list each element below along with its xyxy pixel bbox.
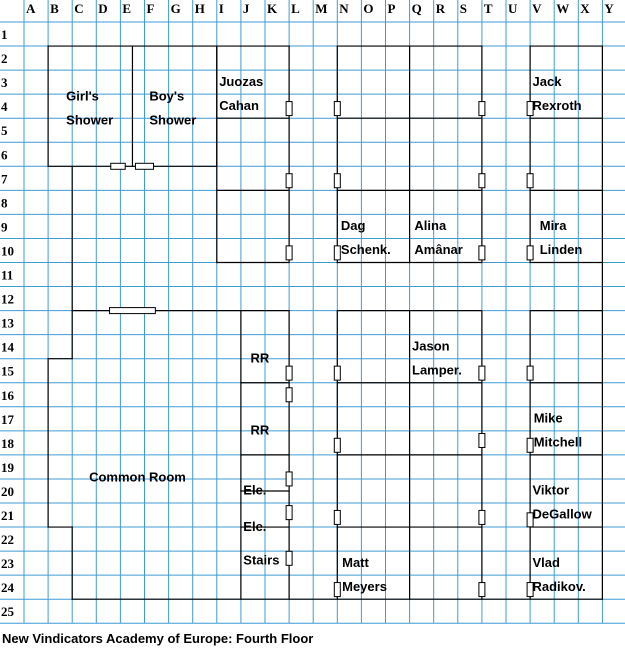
column-label: H bbox=[194, 1, 205, 16]
column-label: K bbox=[267, 1, 278, 16]
door bbox=[286, 388, 292, 402]
row-label: 18 bbox=[1, 435, 14, 451]
column-label: A bbox=[26, 1, 36, 16]
mira-linden-label: Linden bbox=[539, 242, 583, 258]
row-label: 5 bbox=[1, 123, 8, 139]
jack-rexroth-label: Jack bbox=[532, 73, 562, 89]
elevator-label: Ele. bbox=[243, 482, 267, 498]
column-label: X bbox=[580, 1, 590, 16]
door bbox=[527, 246, 533, 260]
row-label: 9 bbox=[1, 219, 8, 235]
door bbox=[286, 102, 292, 116]
common-room-label: Common Room bbox=[89, 469, 186, 485]
girls-shower-label: Shower bbox=[66, 112, 114, 128]
column-label: L bbox=[291, 1, 300, 16]
door bbox=[527, 174, 533, 188]
row-label: 23 bbox=[1, 556, 14, 572]
column-label: G bbox=[170, 1, 181, 16]
room-labels bbox=[66, 74, 592, 594]
column-label: O bbox=[363, 1, 374, 16]
row-label: 13 bbox=[1, 315, 14, 331]
column-label: C bbox=[74, 1, 84, 16]
matt-meyers-label: Meyers bbox=[342, 578, 387, 594]
mike-mitchell-label: Mike bbox=[533, 410, 563, 426]
door bbox=[286, 366, 292, 380]
row-label: 24 bbox=[1, 580, 14, 596]
row-label: 4 bbox=[1, 99, 8, 115]
column-label: N bbox=[339, 1, 349, 16]
jason-lamper-label: Jason bbox=[412, 338, 450, 354]
column-label: E bbox=[122, 1, 132, 16]
door bbox=[479, 583, 485, 597]
door bbox=[479, 174, 485, 188]
door bbox=[334, 174, 340, 188]
floor-plan-title: New Vindicators Academy of Europe: Fourth Floor bbox=[2, 631, 314, 646]
door bbox=[286, 174, 292, 188]
juozas-cahan-label: Cahan bbox=[219, 97, 259, 113]
alina-amanar-label: Amânar bbox=[414, 242, 463, 258]
row-label: 7 bbox=[1, 171, 8, 187]
door bbox=[286, 551, 292, 565]
door bbox=[527, 366, 533, 380]
row-label: 8 bbox=[1, 195, 8, 211]
door bbox=[334, 510, 340, 524]
door bbox=[111, 163, 125, 169]
vlad-radikov-label: Radikov. bbox=[532, 578, 586, 594]
vlad-radikov-label: Vlad bbox=[532, 554, 560, 570]
door bbox=[334, 366, 340, 380]
door bbox=[334, 102, 340, 116]
door bbox=[334, 438, 340, 452]
row-label: 12 bbox=[1, 291, 14, 307]
column-label: I bbox=[218, 1, 224, 16]
juozas-cahan-label: Juozas bbox=[219, 73, 264, 89]
door bbox=[110, 308, 156, 314]
column-label: W bbox=[556, 1, 570, 16]
boys-shower-label: Boy's bbox=[149, 88, 185, 104]
stairs-label: Stairs bbox=[243, 552, 280, 568]
dag-schenk-label: Schenk. bbox=[340, 242, 391, 258]
door bbox=[479, 246, 485, 260]
row-label: 25 bbox=[1, 604, 14, 620]
walls bbox=[48, 46, 602, 599]
door bbox=[286, 246, 292, 260]
row-labels bbox=[1, 27, 15, 619]
column-label: V bbox=[532, 1, 542, 16]
column-label: J bbox=[242, 1, 250, 16]
row-label: 3 bbox=[1, 75, 8, 91]
dag-schenk-label: Dag bbox=[340, 218, 366, 234]
column-label: B bbox=[50, 1, 59, 16]
row-label: 11 bbox=[1, 267, 14, 283]
row-label: 10 bbox=[1, 243, 14, 259]
row-label: 14 bbox=[1, 339, 14, 355]
row-label: 22 bbox=[1, 532, 14, 548]
viktor-degallow-label: DeGallow bbox=[532, 506, 592, 522]
door bbox=[479, 433, 485, 447]
row-label: 15 bbox=[1, 363, 14, 379]
column-label: U bbox=[508, 1, 518, 16]
column-label: D bbox=[98, 1, 108, 16]
door bbox=[286, 506, 292, 520]
jason-lamper-label: Lamper. bbox=[412, 362, 462, 378]
row-label: 2 bbox=[1, 51, 8, 67]
column-label: M bbox=[315, 1, 328, 16]
row-label: 20 bbox=[1, 483, 14, 499]
door bbox=[334, 583, 340, 597]
boys-shower-label: Shower bbox=[149, 112, 197, 128]
column-label: Q bbox=[411, 1, 422, 16]
row-label: 17 bbox=[1, 411, 14, 427]
column-label: T bbox=[483, 1, 493, 16]
elevator-label: Ele. bbox=[243, 518, 267, 534]
column-label: R bbox=[435, 1, 446, 16]
column-label: S bbox=[459, 1, 468, 16]
row-label: 21 bbox=[1, 508, 14, 523]
mira-linden-label: Mira bbox=[539, 218, 567, 234]
matt-meyers-label: Matt bbox=[342, 554, 369, 570]
column-label: P bbox=[387, 1, 396, 16]
row-label: 6 bbox=[1, 147, 8, 163]
jack-rexroth-label: Rexroth bbox=[532, 97, 582, 113]
door bbox=[479, 366, 485, 380]
column-labels bbox=[26, 1, 614, 16]
girls-shower-label: Girl's bbox=[66, 88, 99, 104]
row-label: 1 bbox=[1, 27, 8, 42]
door bbox=[479, 510, 485, 524]
row-label: 19 bbox=[1, 459, 14, 475]
door bbox=[286, 472, 292, 486]
doors bbox=[110, 102, 534, 597]
door bbox=[334, 246, 340, 260]
column-label: F bbox=[146, 1, 155, 16]
restroom-label: RR bbox=[250, 350, 270, 366]
row-label: 16 bbox=[1, 387, 14, 403]
alina-amanar-label: Alina bbox=[414, 218, 447, 234]
door bbox=[527, 438, 533, 452]
door bbox=[135, 163, 153, 169]
mike-mitchell-label: Mitchell bbox=[533, 434, 583, 450]
column-label: Y bbox=[604, 1, 614, 16]
viktor-degallow-label: Viktor bbox=[532, 482, 570, 498]
door bbox=[479, 102, 485, 116]
restroom-label: RR bbox=[250, 422, 270, 438]
